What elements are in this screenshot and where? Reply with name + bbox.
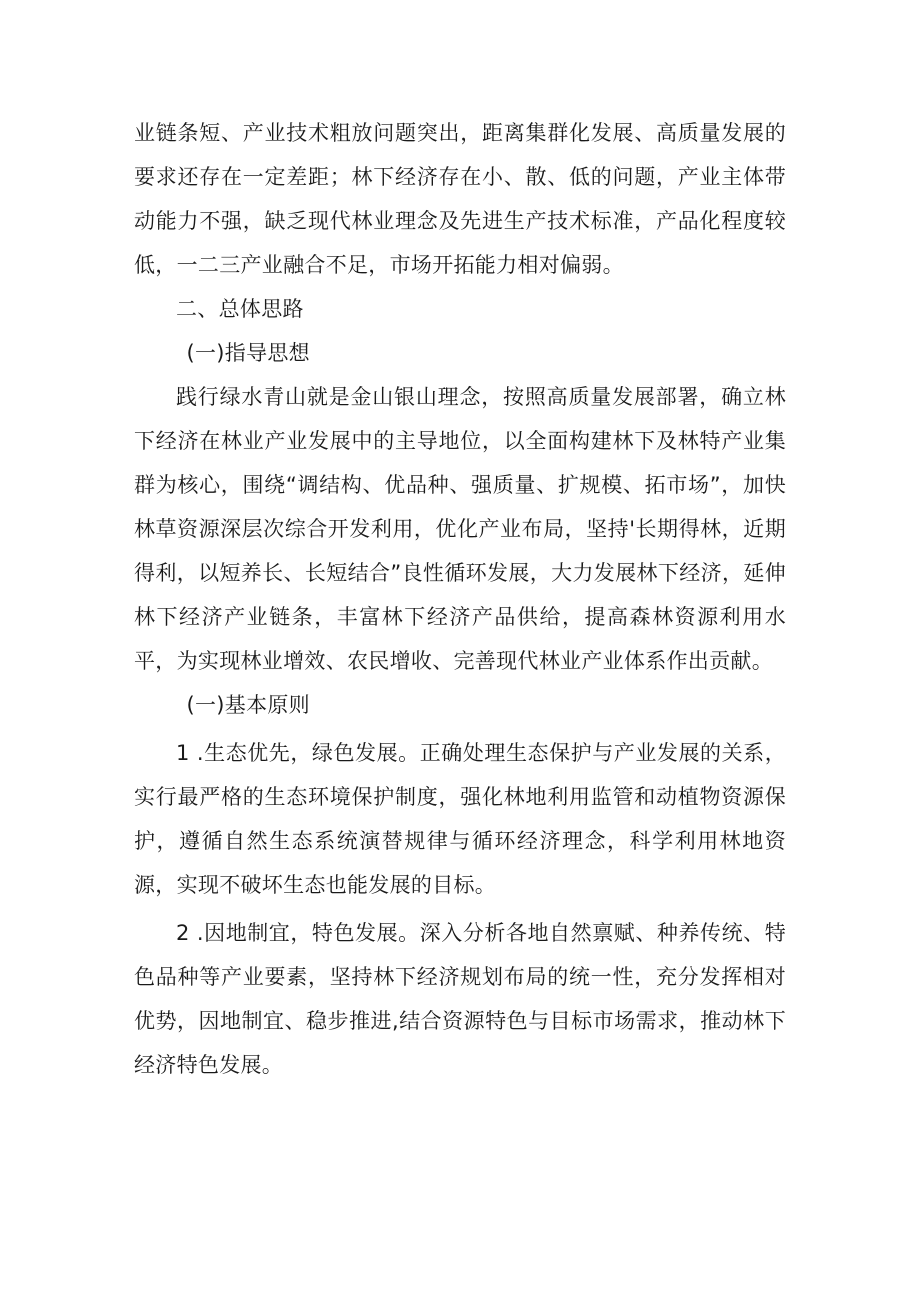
document-body bbox=[134, 111, 786, 1087]
body-paragraph-guiding-ideology: 践行绿水青山就是金山银山理念，按照高质量发展部署，确立林下经济在林业产业发展中的主导地位，以全面构建林下及林特产业集群为核心，围绕“调结构、优品种、强质量、扩规模、拓市场”，加快林草资源深层次综合开发利用，优化产业布局，坚持'长期得林，近期得利，以短养长、长短结合”良性循环发展，大力发展林下经济，延伸林下经济产业链条，丰富林下经济产品供给，提高森林资源利用水平，为实现林业增效、农民增收、完善现代林业产业体系作出贡献。 bbox=[134, 385, 786, 673]
body-paragraph-continuation: 业链条短、产业技术粗放问题突出，距离集群化发展、高质量发展的要求还存在一定差距；林下经济存在小、散、低的问题，产业主体带动能力不强，缺乏现代林业理念及先进生产技术标准，产品化程度较低，一二三产业融合不足，市场开拓能力相对偏弱。 bbox=[134, 121, 786, 277]
principle-item-2: 2 .因地制宜，特色发展。深入分析各地自然禀赋、种养传统、特色品种等产业要素，坚持林下经济规划布局的统一性，充分发挥相对优势，因地制宜、稳步推进,结合资源特色与目标市场需求，推动林下经济特色发展。 bbox=[134, 921, 786, 1077]
subsection-heading-basic-principles: (一)基本原则 bbox=[186, 693, 310, 717]
principle-item-1: 1 .生态优先，绿色发展。正确处理生态保护与产业发展的关系，实行最严格的生态环境保护制度，强化林地利用监管和动植物资源保护，遵循自然生态系统演替规律与循环经济理念，科学利用林地资源，实现不破坏生态也能发展的目标。 bbox=[134, 741, 786, 897]
subsection-heading-guiding-ideology: (一)指导思想 bbox=[186, 341, 310, 365]
section-heading-overall-approach: 二、总体思路 bbox=[176, 297, 304, 321]
